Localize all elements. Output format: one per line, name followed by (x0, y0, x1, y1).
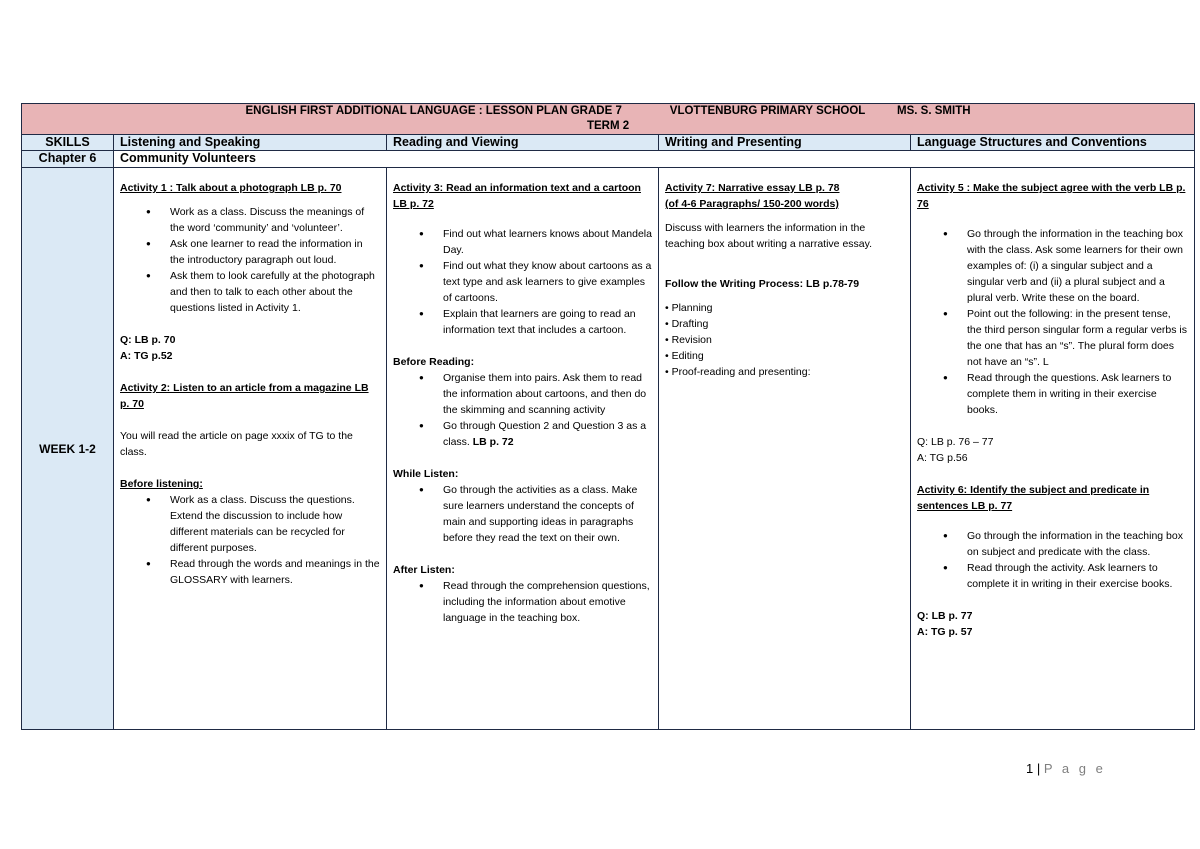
writing-presenting-cell (659, 168, 911, 730)
activity-title: Activity 1 : Talk about a photograph LB p. 70 (120, 182, 342, 194)
bullet-list (917, 528, 1188, 592)
skills-label: SKILLS (22, 135, 114, 151)
listening-speaking-cell (114, 168, 387, 730)
header-school: VLOTTENBURG PRIMARY SCHOOL (669, 105, 866, 117)
list-item: ● Organise them into pairs. Ask them to read the information about cartoons, and then do the skimming and scanning activity (443, 370, 652, 418)
list-item: ● Read through the words and meanings in the GLOSSARY with learners. (170, 556, 380, 588)
page-ref: LB p. 72 (472, 436, 514, 448)
list-item: ● Go through the information in the teaching box on subject and predicate with the class. (967, 528, 1188, 560)
lesson-plan-table (21, 103, 1195, 730)
header-line-1 (28, 104, 1188, 119)
header-row (22, 104, 1195, 135)
header-teacher: MS. S. SMITH (897, 105, 971, 117)
activity-title: Activity 7: Narrative essay LB p. 78 (665, 182, 840, 194)
activity-text: You will read the article on page xxxix of TG to the class. (120, 430, 353, 458)
header-title: ENGLISH FIRST ADDITIONAL LANGUAGE : LESSON PLAN GRADE 7 (245, 105, 622, 117)
bullet-list (917, 226, 1188, 418)
bullet-list (120, 492, 380, 588)
list-item: ● Find out what learners knows about Mandela Day. (443, 226, 652, 258)
list-item: ● Go through the information in the teaching box with the class. Ask some learners for their own examples of: (i) a singular subject and a singular verb and (ii) a plural subject and a plural verb. Write these on the board. (967, 226, 1188, 306)
section-title: Before Reading: (393, 356, 475, 368)
activity-title: Activity 3: Read an information text and a cartoon LB p. 72 (393, 182, 641, 210)
bullet-list (393, 482, 652, 546)
list-item: ● Point out the following: in the present tense, the third person singular form a regular verbs is the one that has an “s”. The plural form does not have an “s”. L (967, 306, 1188, 370)
list-item: • Editing (665, 350, 704, 362)
list-item: ● Ask one learner to read the information in the introductory paragraph out loud. (170, 236, 380, 268)
skills-row (22, 135, 1195, 151)
page-label: P a g e (1043, 761, 1106, 776)
chapter-title: Community Volunteers (114, 151, 1195, 168)
week-row (22, 168, 1195, 730)
section-title: After Listen: (393, 564, 455, 576)
activity-title: Activity 6: Identify the subject and predicate in sentences LB p. 77 (917, 484, 1150, 512)
list-item: ● Read through the questions. Ask learners to complete them in writing in their exercise books. (967, 370, 1188, 418)
reading-viewing-cell (387, 168, 659, 730)
bullet-list (393, 578, 652, 626)
header-term: TERM 2 (586, 120, 630, 132)
question-ref: Q: LB p. 76 – 77 (917, 436, 994, 448)
activity-title: Activity 2: Listen to an article from a magazine LB p. 70 (120, 382, 369, 410)
page-footer (1026, 761, 1106, 776)
answer-ref: A: TG p.56 (917, 452, 968, 464)
list-item: ● Explain that learners are going to read an information text that includes a cartoon. (443, 306, 652, 338)
section-title: Before listening: (120, 478, 203, 490)
page-number: 1 (1026, 761, 1034, 776)
bullet-list (393, 370, 652, 450)
activity-text: Discuss with learners the information in the teaching box about writing a narrative essay. (665, 222, 873, 250)
bullet-list (120, 204, 380, 316)
activity-title: Activity 5 : Make the subject agree with the verb LB p. 76 (917, 182, 1186, 210)
list-item: • Revision (665, 334, 712, 346)
section-title: Follow the Writing Process: LB p.78-79 (665, 278, 860, 290)
question-ref: Q: LB p. 70 (120, 334, 176, 346)
list-item: ● Work as a class. Discuss the meanings of the word ‘community’ and ‘volunteer’. (170, 204, 380, 236)
skill-column-header: Reading and Viewing (387, 135, 659, 151)
list-item: • Planning (665, 302, 713, 314)
answer-ref: A: TG p.52 (120, 350, 173, 362)
list-item: ● Read through the activity. Ask learners to complete it in writing in their exercise books. (967, 560, 1188, 592)
week-label: WEEK 1-2 (22, 168, 114, 730)
question-ref: Q: LB p. 77 (917, 610, 973, 622)
list-item: ● Work as a class. Discuss the questions. Extend the discussion to include how different materials can be recycled for different purposes. (170, 492, 380, 556)
activity-subtitle: (of 4-6 Paragraphs/ 150-200 words) (665, 198, 839, 210)
chapter-row (22, 151, 1195, 168)
list-item: ● Ask them to look carefully at the photograph and then to talk to each other about the questions listed in Activity 1. (170, 268, 380, 316)
list-item: • Drafting (665, 318, 709, 330)
list-item: • Proof-reading and presenting: (665, 366, 811, 378)
skill-column-header: Writing and Presenting (659, 135, 911, 151)
skill-column-header: Listening and Speaking (114, 135, 387, 151)
skill-column-header: Language Structures and Conventions (911, 135, 1195, 151)
list-item: ● Go through Question 2 and Question 3 as a class. LB p. 72 (443, 418, 652, 450)
bullet-list (393, 226, 652, 338)
list-item: ● Go through the activities as a class. Make sure learners understand the concepts of main and supporting ideas in paragraphs before they read the text on their own. (443, 482, 652, 546)
answer-ref: A: TG p. 57 (917, 626, 973, 638)
header-cell (22, 104, 1195, 135)
chapter-label: Chapter 6 (22, 151, 114, 168)
language-structures-cell (911, 168, 1195, 730)
list-item: ● Read through the comprehension questions, including the information about emotive language in the teaching box. (443, 578, 652, 626)
section-title: While Listen: (393, 468, 459, 480)
list-item: ● Find out what they know about cartoons as a text type and ask learners to give examples of cartoons. (443, 258, 652, 306)
page-separator: | (1033, 761, 1044, 776)
process-list (665, 300, 904, 380)
